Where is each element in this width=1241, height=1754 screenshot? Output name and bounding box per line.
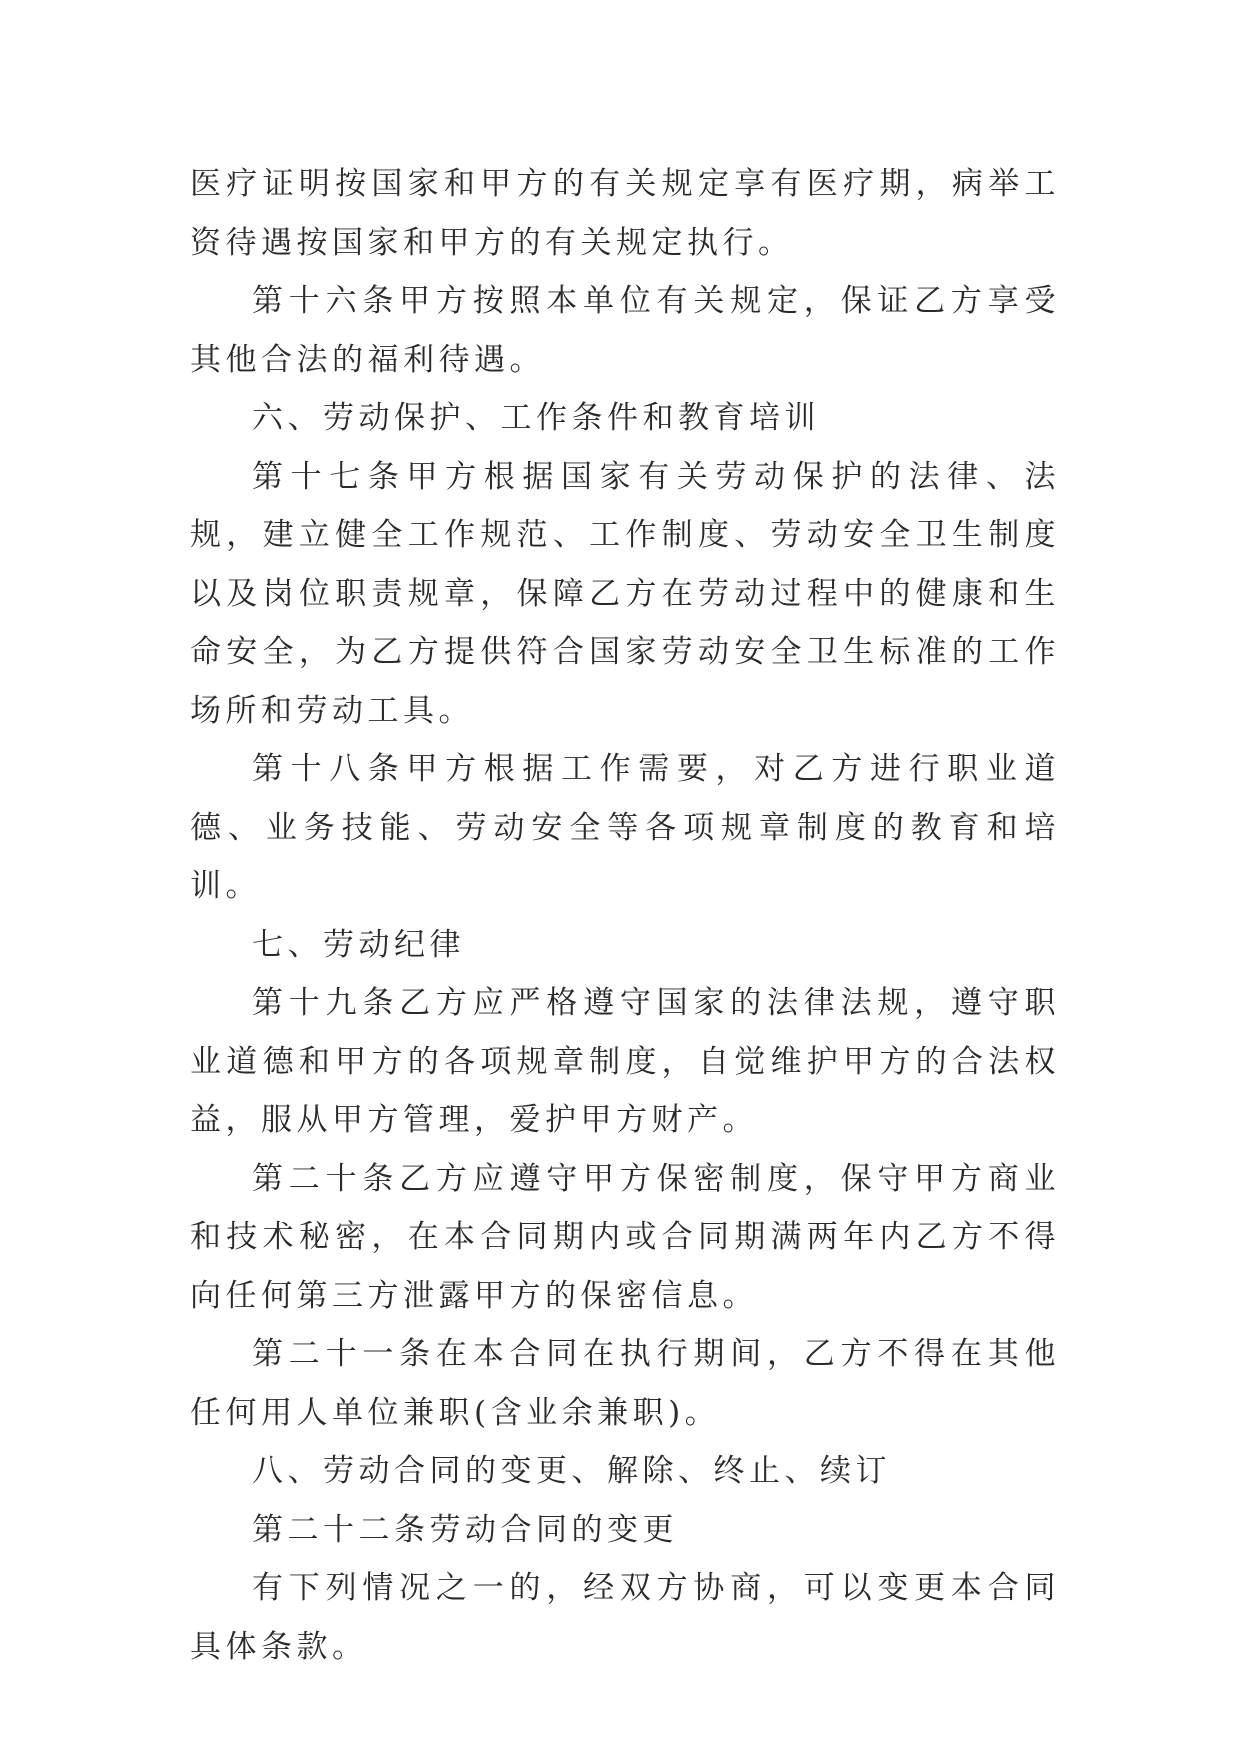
paragraph-article-18: 第十八条甲方根据工作需要，对乙方进行职业道德、业务技能、劳动安全等各项规章制度的教育和培训。 bbox=[190, 751, 1060, 904]
section-heading-7: 七、劳动纪律 bbox=[252, 926, 465, 963]
section-heading-8: 八、劳动合同的变更、解除、终止、续订 bbox=[252, 1453, 891, 1489]
paragraph-medical-period: 医疗证明按国家和甲方的有关规定享有医疗期，病举工资待遇按国家和甲方的有关规定执行。 bbox=[190, 166, 1060, 261]
section-heading-6: 六、劳动保护、工作条件和教育培训 bbox=[252, 400, 820, 436]
paragraph-article-21: 第二十一条在本合同在执行期间，乙方不得在其他任何用人单位兼职(含业余兼职)。 bbox=[190, 1336, 1060, 1431]
paragraph-article-16: 第十六条甲方按照本单位有关规定，保证乙方享受其他合法的福利待遇。 bbox=[190, 283, 1060, 378]
paragraph-contract-change: 有下列情况之一的，经双方协商，可以变更本合同具体条款。 bbox=[190, 1570, 1060, 1665]
paragraph-article-19: 第十九条乙方应严格遵守国家的法律法规，遵守职业道德和甲方的各项规章制度，自觉维护甲方的合法权益，服从甲方管理，爱护甲方财产。 bbox=[190, 985, 1060, 1138]
paragraph-article-20: 第二十条乙方应遵守甲方保密制度，保守甲方商业和技术秘密，在本合同期内或合同期满两年内乙方不得向任何第三方泄露甲方的保密信息。 bbox=[190, 1160, 1060, 1314]
paragraph-article-17: 第十七条甲方根据国家有关劳动保护的法律、法规，建立健全工作规范、工作制度、劳动安全卫生制度以及岗位职责规章，保障乙方在劳动过程中的健康和生命安全，为乙方提供符合国家劳动安全卫生标准的工作场所和劳动工具。 bbox=[190, 458, 1060, 729]
paragraph-article-22: 第二十二条劳动合同的变更 bbox=[252, 1511, 678, 1548]
document-page bbox=[190, 155, 1060, 1676]
